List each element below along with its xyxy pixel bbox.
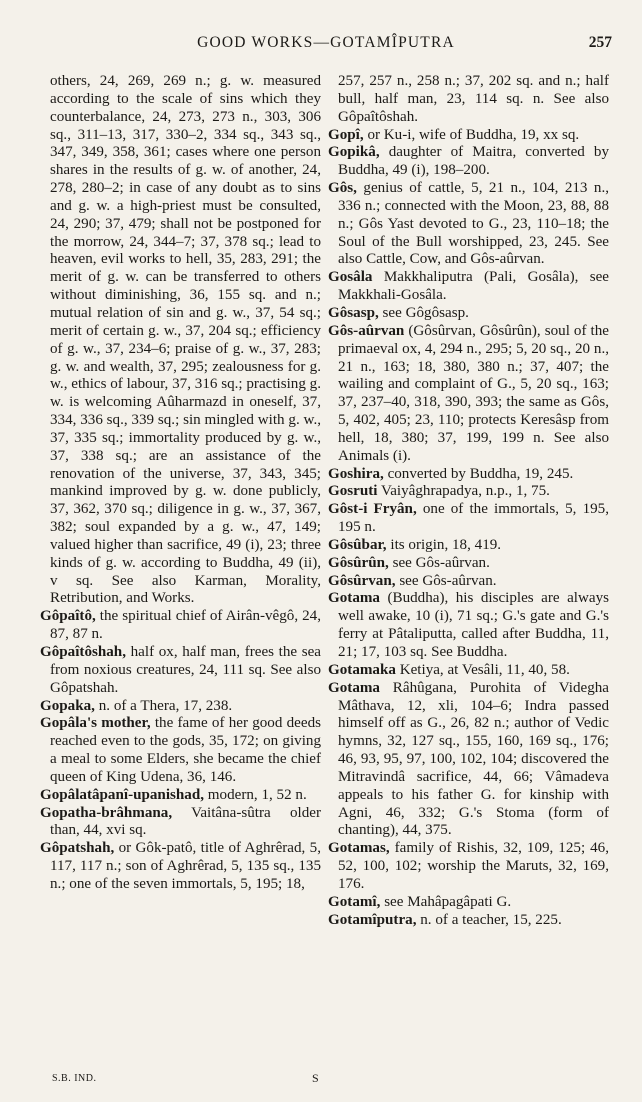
entry-text: the fame of her good deeds reached even to the gods, 35, 172; on giving a meal to some Elders, she became the chief queen of King Udena, 36, 146.: [50, 715, 322, 785]
index-entry: [328, 466, 609, 484]
index-entry: [328, 483, 609, 501]
entry-headword: Gôs,: [328, 180, 357, 197]
entry-headword: Gôpatshah,: [40, 840, 115, 857]
entry-text: genius of cattle, 5, 21 n., 104, 213 n., 336 n.; connected with the Moon, 23, 88, 88 n.; Gôs Yast devoted to G., 23, 110–18; the Soul of the Bull worshipped, 23, 245. See also Cattle, Cow, and Gôs-aûrvan.: [338, 180, 610, 268]
page-footer: [40, 1071, 612, 1087]
entry-headword: Gôpaîtôshah,: [40, 644, 126, 660]
entry-headword: Gosâla: [328, 269, 373, 286]
page-number: 257: [588, 34, 612, 51]
index-entry: [328, 680, 609, 841]
entry-text: see Mahâpagâpati G.: [384, 893, 512, 910]
index-entry: [328, 573, 609, 591]
running-title: GOOD WORKS—GOTAMÎPUTRA: [197, 34, 455, 51]
entry-text: Vaiyâghrapadya, n.p., 1, 75.: [381, 483, 550, 500]
index-entry: [328, 912, 609, 930]
entry-headword: Goshira,: [328, 465, 384, 482]
index-entry: [328, 305, 609, 323]
index-entry: [40, 787, 321, 805]
entry-text: Vaitâna-sûtra older than, 44, xvi sq.: [50, 804, 321, 839]
index-entry: [328, 537, 609, 555]
index-entry: [328, 555, 609, 573]
index-entry: [328, 323, 609, 466]
entry-headword: Gôsûrûn,: [328, 554, 389, 571]
entry-text: 257, 257 n., 258 n.; 37, 202 sq. and n.; half bull, half man, 23, 114 sq. n. See also Gôpaîtôshah.: [338, 73, 609, 125]
index-column-left: [40, 73, 321, 894]
index-entry: [328, 590, 609, 661]
entry-text: Râhûgana, Purohita of Videgha Mâthava, 12, xli, 104–6; Indra passed himself off as G., 26, 82 n.; author of Vedic hymns, 32, 127 sq., 155, 160, 169 sq., 176; 46, 93, 95, 97, 100, 102, 104; discovered the Mitravindâ sacrifice, 44, 66; Vâmadeva appeals to his father G. for kinship with Agni, 46, 332; G.'s Stoma (form of chanting), 44, 375.: [338, 679, 609, 839]
index-entry: [328, 144, 609, 180]
entry-text: daughter of Maitra, converted by Buddha, 49 (i), 198–200.: [338, 144, 609, 179]
entry-text: or Gôk-patô, title of Aghrêrad, 5, 117, 117 n.; son of Aghrêrad, 5, 135 sq., 135 n.; one of the seven immortals, 5, 195; 18,: [50, 840, 321, 892]
entry-headword: Gotama: [328, 679, 380, 696]
entry-headword: Gôsûrvan,: [328, 572, 396, 589]
entry-headword: Gopaka,: [40, 697, 95, 714]
entry-headword: Gotamaka: [328, 661, 396, 678]
entry-text: modern, 1, 52 n.: [207, 786, 307, 803]
entry-text: n. of a teacher, 15, 225.: [420, 911, 562, 928]
entry-headword: Gopî,: [328, 126, 364, 143]
index-entry: [40, 644, 321, 698]
entry-text: (Buddha), his disciples are always well awake, 10 (i), 71 sq.; G.'s gate and G.'s ferry at Pâtaliputta, called after Buddha, 11, 21; 17, 103 sq. See Buddha.: [338, 590, 609, 660]
entry-headword: Gopikâ,: [328, 144, 380, 161]
entry-text: (Gôsûrvan, Gôsûrûn), soul of the primaeval ox, 4, 294 n., 295; 5, 20 sq., 20 n., 21 n., 163; 18, 380, 380 n.; 37, 407; the wailing and complaint of G., 5, 20 sq., 163; 37, 237–40, 318, 390, 393; the same as Gôs, 5, 402, 405; 23, 110; protects Keresâsp from hell, 18, 380; 37, 199, 199 n. See also Animals (i).: [338, 322, 609, 464]
entry-headword: Gôpaîtô,: [40, 608, 96, 625]
entry-text: the spiritual chief of Airân-vêgô, 24, 87, 87 n.: [50, 608, 321, 643]
running-header: [40, 34, 612, 58]
entry-text: half ox, half man, frees the sea from noxious creatures, 24, 111 sq. See also Gôpatshah.: [50, 644, 321, 696]
index-entry: [40, 840, 321, 894]
entry-text: see Gôgôsasp.: [382, 304, 469, 321]
index-entry: [40, 805, 321, 841]
index-entry: [328, 73, 609, 127]
entry-text: Makkhaliputra (Pali, Gosâla), see Makkhali-Gosâla.: [338, 269, 609, 304]
index-entry: [328, 127, 609, 145]
signature-mark: S.B. IND.: [52, 1073, 97, 1084]
index-entry: [40, 73, 321, 608]
index-entry: [40, 608, 321, 644]
entry-headword: Gotamî,: [328, 893, 381, 910]
index-entry: [328, 501, 609, 537]
entry-headword: Gotama: [328, 590, 380, 607]
entry-headword: Gotamas,: [328, 840, 390, 857]
index-entry: [328, 180, 609, 269]
index-entry: [40, 698, 321, 716]
index-entry: [328, 662, 609, 680]
entry-text: see Gôs-aûrvan.: [399, 572, 497, 589]
index-entry: [328, 894, 609, 912]
entry-text: one of the immortals, 5, 195, 195 n.: [338, 501, 609, 536]
entry-headword: Gopatha-brâhmana,: [40, 804, 173, 821]
index-column-right: [328, 73, 609, 930]
entry-headword: Gopâla's mother,: [40, 715, 151, 732]
entry-headword: Gopâlatâpanî-upanishad,: [40, 786, 205, 803]
entry-headword: Gôsasp,: [328, 304, 379, 321]
entry-headword: Gosruti: [328, 483, 378, 500]
entry-headword: Gôst-i Fryân,: [328, 501, 417, 518]
index-entry: [328, 269, 609, 305]
entry-text: Ketiya, at Vesâli, 11, 40, 58.: [399, 661, 570, 678]
index-entry: [328, 840, 609, 894]
entry-text: its origin, 18, 419.: [390, 536, 502, 553]
entry-text: family of Rishis, 32, 109, 125; 46, 52, 100, 102; worship the Maruts, 32, 169, 176.: [338, 840, 609, 892]
sheet-letter: S: [312, 1071, 319, 1085]
index-entry: [40, 715, 321, 786]
entry-text: n. of a Thera, 17, 238.: [98, 697, 233, 714]
entry-text: others, 24, 269, 269 n.; g. w. measured according to the scale of sins which they counterbalance, 24, 273, 273 n., 303, 306 sq., 311–13, 317, 330–2, 334 sq., 343 sq., 347, 349, 358, 361; cases where one person shares in the results of g. w. of another, 24, 278, 280–2; in case of any doubt as to sins and g. w. a high-priest must be consulted, 24, 290; 37, 479; shall not be postponed for the morrow, 24, 344–7; 37, 378 sq.; lead to heaven, evil works to hell, 35, 283, 291; the merit of g. w. can be transferred to others without diminishing, 36, 155 sq. and n.; mutual relation of sin and g. w., 37, 54 sq.; merit of certain g. w., 37, 204 sq.; efficiency of g. w., 37, 234–6; praise of g. w., 37, 283; g. w. and wealth, 37, 295; zealousness for g. w., ethics of labour, 37, 316 sq.; practising g. w. is welcoming Aûharmazd in oneself, 37, 334, 336 sq., 339 sq.; sin mingled with g. w., 37, 335 sq.; immortality produced by g. w., 37, 338 sq.; are an assistance of the renovation of the universe, 37, 343, 345; mankind improved by g. w. done publicly, 37, 362, 370 sq.; diligence in g. w., 37, 367, 382; soul expanded by a g. w., 47, 149; valued higher than sacrifice, 49 (i), 23; three kinds of g. w. according to Buddha, 49 (ii), v sq. See also Karman, Morality, Retribution, and Works.: [50, 73, 321, 607]
entry-text: see Gôs-aûrvan.: [392, 554, 490, 571]
entry-headword: Gôs-aûrvan: [328, 322, 405, 339]
entry-text: converted by Buddha, 19, 245.: [387, 465, 574, 482]
entry-headword: Gôsûbar,: [328, 536, 387, 553]
entry-headword: Gotamîputra,: [328, 911, 417, 928]
entry-text: or Ku-i, wife of Buddha, 19, xx sq.: [367, 126, 580, 143]
